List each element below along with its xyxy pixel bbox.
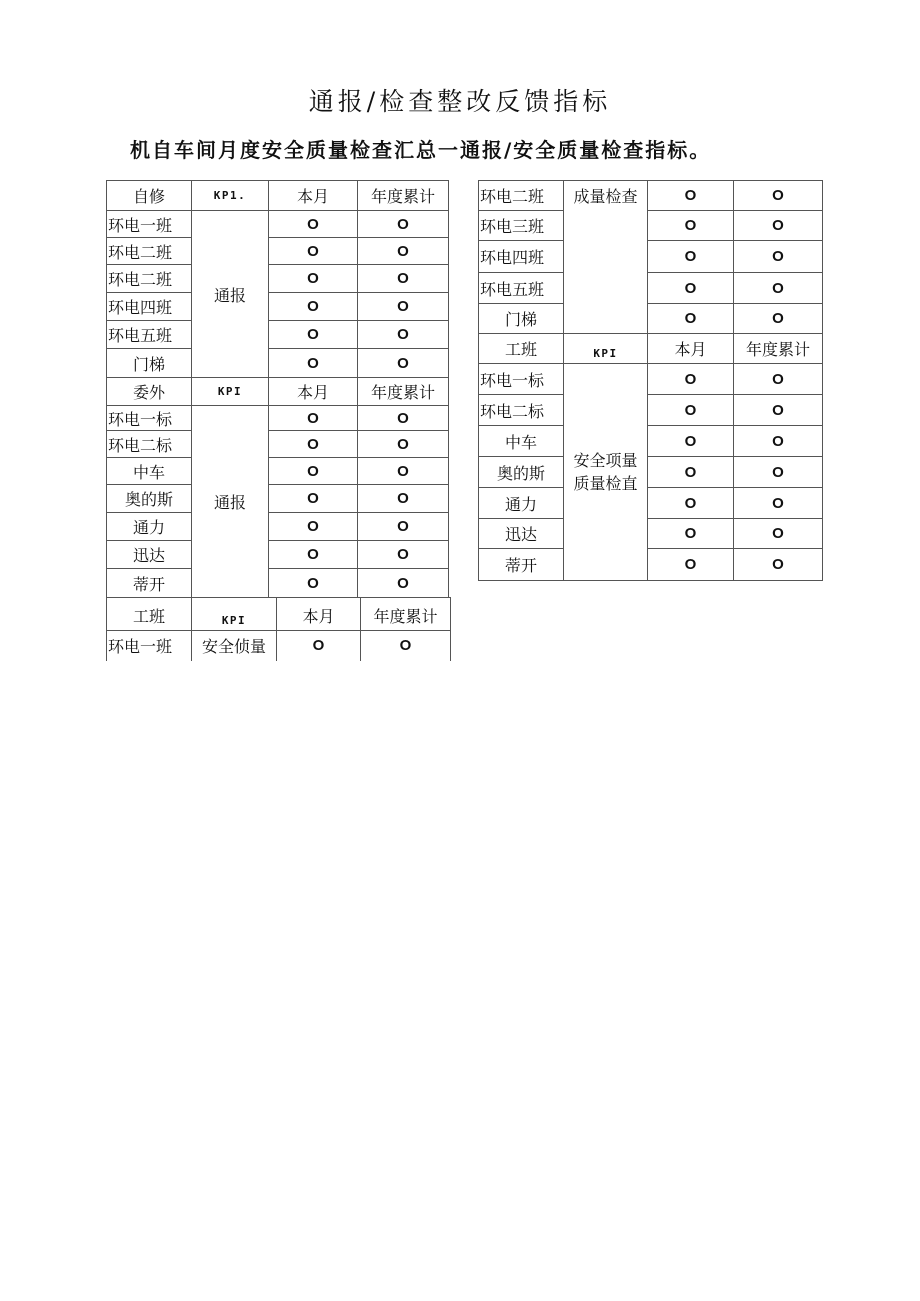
- ytd-value-cell: O: [734, 457, 823, 488]
- group-header-cell: 自修: [107, 181, 192, 211]
- team-name-cell: 环电一班: [107, 631, 192, 661]
- team-name-cell: 环电五班: [107, 321, 192, 349]
- ytd-value-cell: O: [734, 304, 823, 334]
- kpi-header-cell: KPI: [192, 378, 269, 406]
- month-header-cell: 本月: [269, 181, 358, 211]
- kpi-merged-line-1: 安全项量: [573, 451, 638, 470]
- page-title: 通报/检查整改反馈指标: [308, 87, 612, 116]
- table-row: [107, 321, 449, 349]
- month-value-cell: O: [269, 458, 358, 485]
- group-header-cell: 工班: [107, 598, 192, 631]
- ytd-value-cell: O: [358, 349, 449, 378]
- month-value-cell: O: [269, 431, 358, 458]
- month-value-cell: O: [648, 457, 734, 488]
- ytd-value-cell: O: [361, 631, 451, 661]
- ytd-value-cell: O: [358, 431, 449, 458]
- group-header-cell: 委外: [107, 378, 192, 406]
- kpi-cell: 安全侦量: [192, 631, 277, 661]
- table-row: [479, 181, 823, 211]
- team-name-cell: 奥的斯: [107, 485, 192, 513]
- table-row: [479, 519, 823, 549]
- month-value-cell: O: [648, 211, 734, 241]
- team-name-cell: 环电二标: [107, 431, 192, 458]
- ytd-value-cell: O: [734, 211, 823, 241]
- table-row: [107, 631, 451, 661]
- left-indicator-table: [106, 180, 449, 598]
- table-row: [479, 364, 823, 395]
- ytd-value-cell: O: [734, 519, 823, 549]
- table-row: [479, 395, 823, 426]
- team-name-cell: 环电二班: [107, 238, 192, 265]
- kpi-header-cell: KP1.: [192, 181, 269, 211]
- team-name-cell: 奥的斯: [479, 457, 564, 488]
- ytd-header-cell: 年度累计: [361, 598, 451, 631]
- table-row: [107, 349, 449, 378]
- table-row: [479, 426, 823, 457]
- kpi-merged-cell: 成量检查: [564, 181, 648, 334]
- kpi-header-cell: KPI: [192, 598, 277, 631]
- team-name-cell: 环电一班: [107, 211, 192, 238]
- month-value-cell: O: [269, 349, 358, 378]
- team-name-cell: 中车: [479, 426, 564, 457]
- month-header-cell: 本月: [277, 598, 361, 631]
- month-value-cell: O: [269, 321, 358, 349]
- table-row: [479, 457, 823, 488]
- month-value-cell: O: [269, 541, 358, 569]
- month-value-cell: O: [269, 238, 358, 265]
- outsourced-header-row: [107, 378, 449, 406]
- ytd-value-cell: O: [734, 488, 823, 519]
- team-name-cell: 迅达: [479, 519, 564, 549]
- table-row: [107, 211, 449, 238]
- month-value-cell: O: [269, 265, 358, 293]
- self-repair-header-row: [107, 181, 449, 211]
- ytd-value-cell: O: [734, 181, 823, 211]
- team-name-cell: 环电一标: [479, 364, 564, 395]
- team-name-cell: 环电一标: [107, 406, 192, 431]
- month-value-cell: O: [648, 181, 734, 211]
- table-row: [107, 513, 449, 541]
- month-value-cell: O: [648, 304, 734, 334]
- ytd-value-cell: O: [358, 265, 449, 293]
- month-value-cell: O: [648, 241, 734, 273]
- team-name-cell: 环电四班: [479, 241, 564, 273]
- ytd-value-cell: O: [358, 211, 449, 238]
- team-name-cell: 环电五班: [479, 273, 564, 304]
- ytd-value-cell: O: [734, 364, 823, 395]
- team-name-cell: 环电二标: [479, 395, 564, 426]
- right-indicator-table: [478, 180, 823, 581]
- team-name-cell: 蒂开: [479, 549, 564, 581]
- month-value-cell: O: [648, 364, 734, 395]
- month-value-cell: O: [648, 519, 734, 549]
- ytd-value-cell: O: [358, 293, 449, 321]
- team-name-cell: 环电四班: [107, 293, 192, 321]
- month-value-cell: O: [269, 406, 358, 431]
- month-value-cell: O: [648, 426, 734, 457]
- team-name-cell: 环电二班: [107, 265, 192, 293]
- kpi-merged-cell: 通报: [192, 211, 269, 378]
- month-value-cell: O: [269, 485, 358, 513]
- ytd-value-cell: O: [358, 485, 449, 513]
- month-value-cell: O: [277, 631, 361, 661]
- team-name-cell: 环电二班: [479, 181, 564, 211]
- work-team-header-row: [479, 334, 823, 364]
- team-name-cell: 门梯: [107, 349, 192, 378]
- team-name-cell: 迅达: [107, 541, 192, 569]
- month-value-cell: O: [269, 569, 358, 598]
- ytd-header-cell: 年度累计: [734, 334, 823, 364]
- ytd-value-cell: O: [358, 458, 449, 485]
- ytd-value-cell: O: [358, 238, 449, 265]
- table-row: [107, 458, 449, 485]
- month-value-cell: O: [269, 513, 358, 541]
- kpi-merged-cell: [564, 364, 648, 581]
- ytd-value-cell: O: [358, 569, 449, 598]
- table-row: [107, 238, 449, 265]
- kpi-header-cell: KPI: [564, 334, 648, 364]
- ytd-value-cell: O: [358, 541, 449, 569]
- month-value-cell: O: [269, 293, 358, 321]
- ytd-value-cell: O: [358, 513, 449, 541]
- table-row: [107, 431, 449, 458]
- kpi-merged-line-2: 质量检直: [573, 474, 638, 493]
- month-value-cell: O: [648, 273, 734, 304]
- team-name-cell: 中车: [107, 458, 192, 485]
- ytd-value-cell: O: [734, 426, 823, 457]
- month-value-cell: O: [648, 488, 734, 519]
- ytd-value-cell: O: [358, 321, 449, 349]
- ytd-value-cell: O: [734, 273, 823, 304]
- month-header-cell: 本月: [648, 334, 734, 364]
- table-row: [479, 549, 823, 581]
- table-row: [479, 211, 823, 241]
- page-subtitle: 机自车间月度安全质量检查汇总一通报/安全质量检查指标。: [130, 138, 712, 162]
- table-row: [479, 241, 823, 273]
- team-name-cell: 环电三班: [479, 211, 564, 241]
- month-value-cell: O: [648, 549, 734, 581]
- group-header-cell: 工班: [479, 334, 564, 364]
- table-row: [107, 293, 449, 321]
- ytd-header-cell: 年度累计: [358, 378, 449, 406]
- left-work-team-table: [106, 597, 451, 661]
- table-row: [479, 488, 823, 519]
- table-row: [479, 304, 823, 334]
- ytd-value-cell: O: [358, 406, 449, 431]
- ytd-header-cell: 年度累计: [358, 181, 449, 211]
- month-header-cell: 本月: [269, 378, 358, 406]
- team-name-cell: 通力: [479, 488, 564, 519]
- table-row: [107, 485, 449, 513]
- team-name-cell: 蒂开: [107, 569, 192, 598]
- table-row: [107, 569, 449, 598]
- month-value-cell: O: [269, 211, 358, 238]
- month-value-cell: O: [648, 395, 734, 426]
- table-row: [107, 265, 449, 293]
- kpi-merged-cell: 通报: [192, 406, 269, 598]
- team-name-cell: 门梯: [479, 304, 564, 334]
- table-row: [107, 541, 449, 569]
- team-name-cell: 通力: [107, 513, 192, 541]
- ytd-value-cell: O: [734, 395, 823, 426]
- ytd-value-cell: O: [734, 549, 823, 581]
- ytd-value-cell: O: [734, 241, 823, 273]
- table-row: [479, 273, 823, 304]
- table-row: [107, 406, 449, 431]
- work-team-header-row: [107, 598, 451, 631]
